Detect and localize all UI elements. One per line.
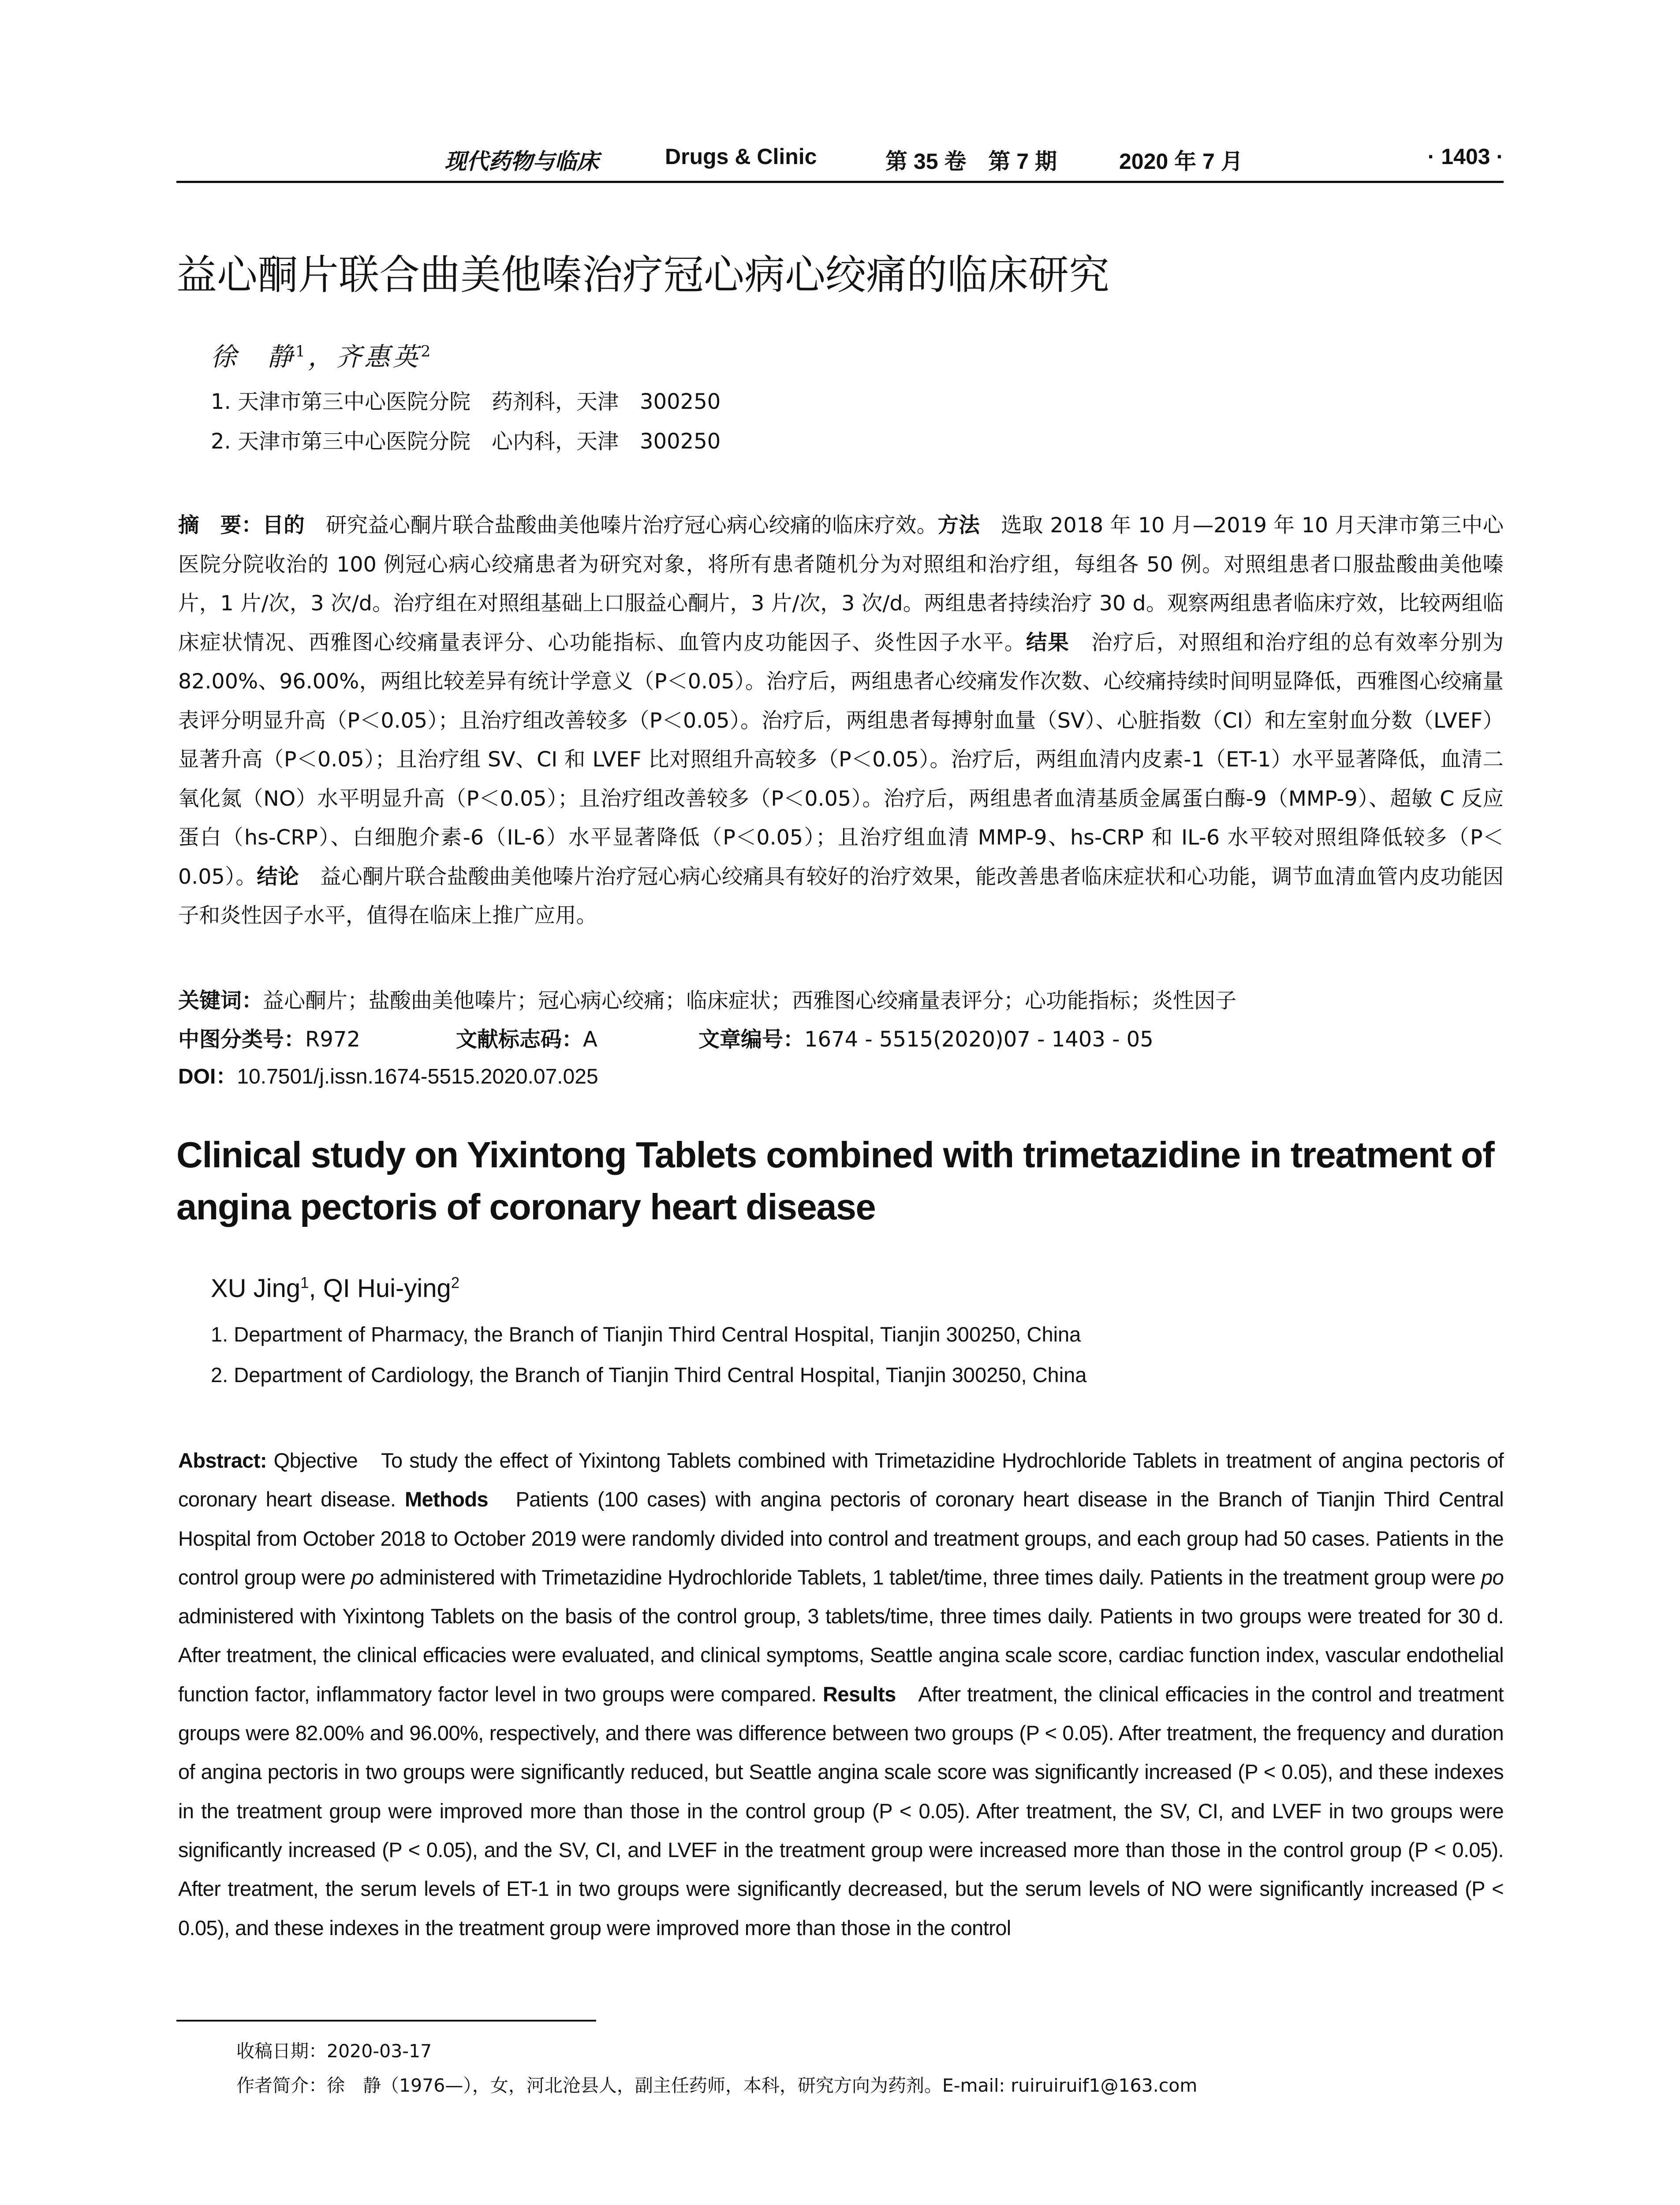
- article-number-value: 1674 - 5515(2020)07 - 1403 - 05: [804, 1027, 1154, 1052]
- abstract-cn: [178, 506, 1504, 936]
- objective-label-cn: 目的: [262, 513, 305, 538]
- objective-text-en: Qbjective To study the effect of Yixintong Tablets combined with Trimetazidine Hydrochloride Tablets in treatment of angina pectoris of coronary heart disease.: [178, 1449, 1504, 1511]
- journal-name-cn: 现代药物与临床: [444, 148, 599, 174]
- affiliation-2-en: 2. Department of Cardiology, the Branch of Tianjin Third Central Hospital, Tianjin 300250, China: [211, 1363, 1087, 1387]
- page-number: · 1403 ·: [1427, 144, 1504, 169]
- objective-text-cn: 研究益心酮片联合盐酸曲美他嗪片治疗冠心病心绞痛的临床疗效。: [305, 513, 938, 538]
- conclusion-label-cn: 结论: [257, 864, 299, 889]
- document-code: [456, 1022, 597, 1053]
- article-title-cn: 益心酮片联合曲美他嗪治疗冠心病心绞痛的临床研究: [176, 251, 1110, 299]
- doc-code-value: A: [583, 1027, 597, 1052]
- abstract-en: [178, 1441, 1504, 1947]
- volume-issue: 第 35 卷 第 7 期: [885, 149, 1057, 174]
- classification-line: [178, 1022, 1154, 1052]
- doc-code-label: 文献标志码：: [456, 1027, 583, 1052]
- running-header: [176, 140, 1504, 183]
- article-number-label: 文章编号：: [698, 1027, 805, 1052]
- author-separator-cn: ，: [308, 342, 336, 372]
- author-2-affil-cn: 2: [421, 343, 433, 361]
- po-abbrev-2: po: [1481, 1565, 1504, 1589]
- authors-en: [211, 1274, 459, 1303]
- author-1-affil-cn: 1: [295, 343, 308, 361]
- doi-line: [178, 1059, 598, 1090]
- author-1-en: XU Jing: [211, 1274, 301, 1303]
- methods-text-cn: 选取 2018 年 10 月—2019 年 10 月天津市第三中心医院分院收治的 100 例冠心病心绞痛患者为研究对象，将所有患者随机分为对照组和治疗组，每组各 50 例。对照组患者口服盐酸曲美他嗪片，1 片/次，3 次/d。治疗组在对照组基础上口服益心酮片，3 片/次，3 次/d。两组患者持续治疗 30 d。观察两组患者临床疗效，比较两组临床症状情况、西雅图心绞痛量表评分、心功能指标、血管内皮功能因子、炎性因子水平。: [178, 513, 1504, 655]
- journal-name-en: Drugs & Clinic: [665, 144, 817, 169]
- author-bio: 作者简介：徐 静（1976—），女，河北沧县人，副主任药师，本科，研究方向为药剂。E-mail: ruiruiruif1@163.com: [236, 2075, 1198, 2096]
- author-2-en: QI Hui-ying: [323, 1274, 451, 1303]
- methods-label-en: Methods: [404, 1487, 488, 1511]
- methods-label-cn: 方法: [937, 513, 980, 538]
- received-date: 收稿日期：2020-03-17: [236, 2041, 432, 2062]
- affiliation-2-cn: 2. 天津市第三中心医院分院 心内科，天津 300250: [211, 429, 721, 454]
- author-1-cn: 徐 静: [211, 342, 296, 372]
- methods-text-en-b: administered with Trimetazidine Hydrochloride Tablets, 1 tablet/time, three times daily. Patients in the treatment group were: [373, 1565, 1481, 1589]
- affiliation-1-cn: 1. 天津市第三中心医院分院 药剂科，天津 300250: [211, 389, 721, 414]
- results-text-en: After treatment, the clinical efficacies in the control and treatment groups were 82.00% and 96.00%, respectively, and there was difference between two groups (P < 0.05). After treatment, the frequency and duration of angina pectoris in two groups were significantly reduced, but Seattle angina scale score was significantly increased (P < 0.05), and these indexes in the treatment group were improved more than those in the control group (P < 0.05). After treatment, the SV, CI, and LVEF in two groups were significantly increased (P < 0.05), and the SV, CI, and LVEF in the treatment group were increased more than those in the control group (P < 0.05). After treatment, the serum levels of ET-1 in two groups were significantly decreased, but the serum levels of NO were significantly increased (P < 0.05), and these indexes in the treatment group were improved more than those in the control: [178, 1682, 1504, 1940]
- abstract-label-en: Abstract:: [178, 1449, 267, 1472]
- doi-value: 10.7501/j.issn.1674-5515.2020.07.025: [237, 1065, 598, 1088]
- po-abbrev-1: po: [351, 1565, 374, 1589]
- results-label-en: Results: [823, 1682, 896, 1706]
- authors-cn: [211, 336, 433, 373]
- author-2-cn: 齐惠英: [336, 342, 421, 372]
- results-label-cn: 结果: [1026, 630, 1070, 655]
- keywords-label: 关键词：: [178, 988, 263, 1013]
- clc-value: R972: [305, 1027, 360, 1052]
- keywords-cn: [178, 983, 1236, 1014]
- methods-text-en-c: administered with Yixintong Tablets on the basis of the control group, 3 tablets/time, three times daily. Patients in two groups were treated for 30 d. After treatment, the clinical efficacies were evaluated, and clinical symptoms, Seattle angina scale score, cardiac function index, vascular endothelial function factor, inflammatory factor level in two groups were compared.: [178, 1604, 1504, 1706]
- results-text-cn: 治疗后，对照组和治疗组的总有效率分别为 82.00%、96.00%，两组比较差异有统计学意义（P＜0.05）。治疗后，两组患者心绞痛发作次数、心绞痛持续时间明显降低，西雅图心绞痛量表评分明显升高（P＜0.05）；且治疗组改善较多（P＜0.05）。治疗后，两组患者每搏射血量（SV）、心脏指数（CI）和左室射血分数（LVEF）显著升高（P＜0.05）；且治疗组 SV、CI 和 LVEF 比对照组升高较多（P＜0.05）。治疗后，两组血清内皮素-1（ET-1）水平显著降低，血清二氧化氮（NO）水平明显升高（P＜0.05）；且治疗组改善较多（P＜0.05）。治疗后，两组患者血清基质金属蛋白酶-9（MMP-9）、超敏 C 反应蛋白（hs-CRP）、白细胞介素-6（IL-6）水平显著降低（P＜0.05）；且治疗组血清 MMP-9、hs-CRP 和 IL-6 水平较对照组降低较多（P＜0.05）。: [178, 630, 1504, 889]
- abstract-label-cn: 摘 要：: [178, 513, 263, 538]
- clc-code: [178, 1022, 360, 1053]
- author-1-affil-en: 1: [300, 1274, 309, 1292]
- article-title-en: Clinical study on Yixintong Tablets combined with trimetazidine in treatment of angina pectoris of coronary heart disease: [176, 1134, 1494, 1227]
- author-2-affil-en: 2: [451, 1274, 460, 1292]
- author-separator-en: ,: [309, 1274, 323, 1303]
- clc-label: 中图分类号：: [178, 1027, 306, 1052]
- keywords-text: 益心酮片；盐酸曲美他嗪片；冠心病心绞痛；临床症状；西雅图心绞痛量表评分；心功能指标；炎性因子: [263, 988, 1237, 1013]
- affiliation-1-en: 1. Department of Pharmacy, the Branch of Tianjin Third Central Hospital, Tianjin 300250, China: [211, 1323, 1081, 1346]
- methods-text-en-a: Patients (100 cases) with angina pectoris of coronary heart disease in the Branch of Tianjin Third Central Hospital from October 2018 to October 2019 were randomly divided into control and treatment groups, and each group had 50 cases. Patients in the control group were: [178, 1487, 1504, 1589]
- article-number: [698, 1022, 1154, 1053]
- doi-label: DOI：: [178, 1065, 237, 1088]
- footnote-divider: [176, 2020, 596, 2022]
- conclusion-text-cn: 益心酮片联合盐酸曲美他嗪片治疗冠心病心绞痛具有较好的治疗效果，能改善患者临床症状和心功能，调节血清血管内皮功能因子和炎性因子水平，值得在临床上推广应用。: [178, 864, 1504, 928]
- issue-date: 2020 年 7 月: [1119, 149, 1243, 174]
